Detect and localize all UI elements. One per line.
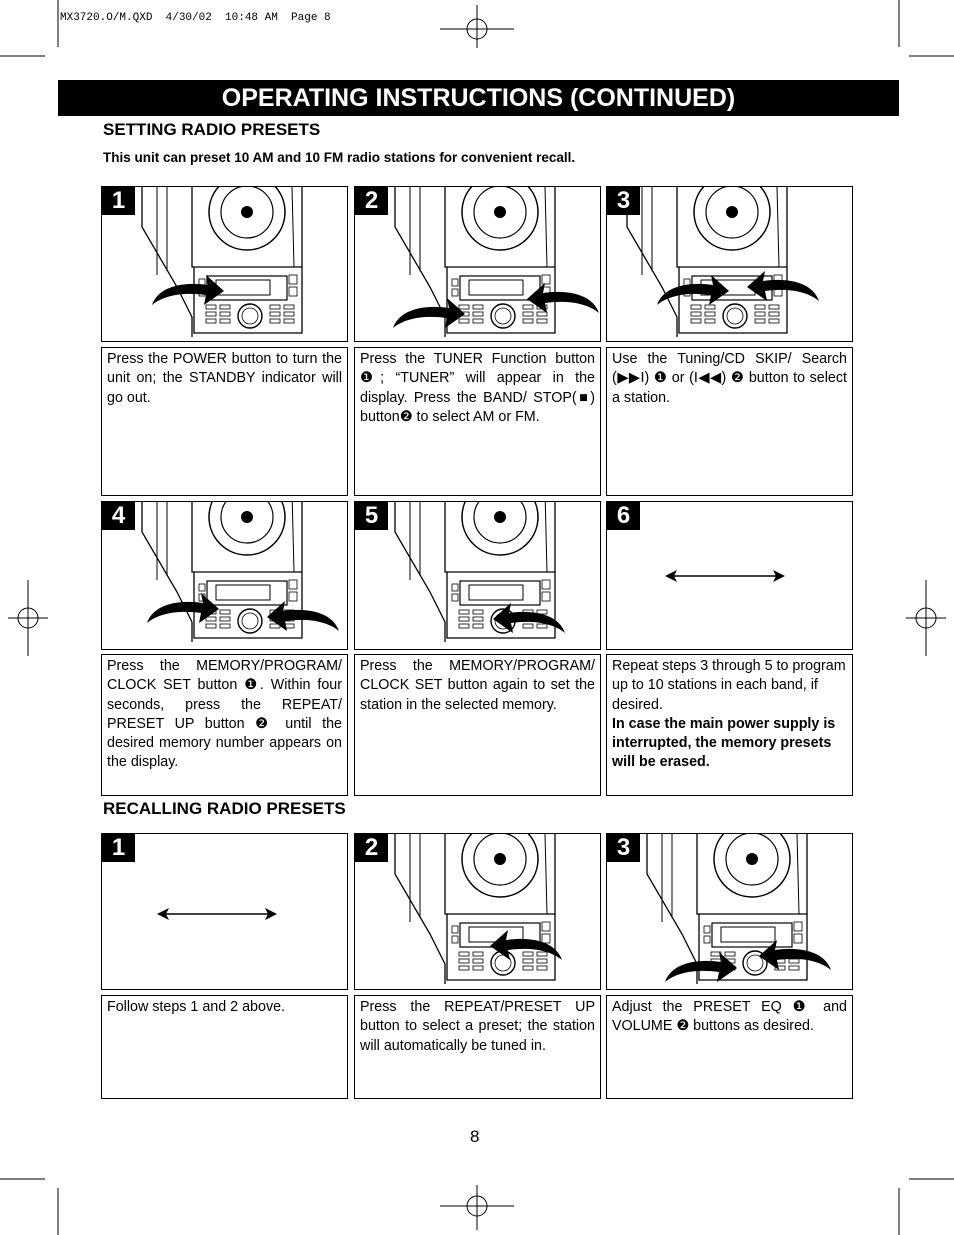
double-arrow-illustration xyxy=(607,502,853,650)
step-number: 6 xyxy=(607,502,640,530)
step-text-6-main: Repeat steps 3 through 5 to program up to 10 stations in each band, if desired. xyxy=(612,658,846,713)
recall-image-1 xyxy=(101,833,348,990)
step-number: 2 xyxy=(355,187,388,215)
recall-image-2 xyxy=(354,833,601,990)
step-image-5 xyxy=(354,501,601,650)
step-image-6 xyxy=(606,501,853,650)
step-image-2 xyxy=(354,186,601,342)
recall-image-3 xyxy=(606,833,853,990)
page-number: 8 xyxy=(470,1127,480,1146)
memory-warning: In case the main power supply is interrupted, the memory presets will be erased. xyxy=(612,715,836,771)
step-text-4: Press the MEMORY/PROGRAM/ CLOCK SET button ❶. Within four seconds, press the REPEAT/ PRESET UP button ❷ until the desired memory number appears on the display. xyxy=(101,654,348,796)
stereo-illustration xyxy=(607,187,853,342)
page-title: OPERATING INSTRUCTIONS (CONTINUED) xyxy=(58,80,899,116)
stereo-illustration xyxy=(607,834,853,990)
stereo-illustration xyxy=(355,187,601,342)
step-number: 3 xyxy=(607,834,640,862)
recall-text-3: Adjust the PRESET EQ ❶ and VOLUME ❷ buttons as desired. xyxy=(606,995,853,1099)
stereo-illustration xyxy=(102,187,348,342)
step-text-5: Press the MEMORY/PROGRAM/ CLOCK SET button again to set the station in the selected memory. xyxy=(354,654,601,796)
step-text-2: Press the TUNER Function button ❶; “TUNER” will appear in the display. Press the BAND/ STOP(■) button❷ to select AM or FM. xyxy=(354,347,601,496)
step-number: 4 xyxy=(102,502,135,530)
section-heading-recalling: RECALLING RADIO PRESETS xyxy=(103,799,346,818)
section-heading-setting: SETTING RADIO PRESETS xyxy=(103,120,321,139)
intro-text: This unit can preset 10 AM and 10 FM radio stations for convenient recall. xyxy=(103,150,576,165)
step-number: 1 xyxy=(102,834,135,862)
stereo-illustration xyxy=(102,502,348,650)
step-image-3 xyxy=(606,186,853,342)
file-slug: MX3720.O/M.QXD 4/30/02 10:48 AM Page 8 xyxy=(60,12,331,24)
step-text-1: Press the POWER button to turn the unit on; the STANDBY indicator will go out. xyxy=(101,347,348,496)
stereo-illustration xyxy=(355,502,601,650)
step-text-6 xyxy=(606,654,853,796)
step-image-1 xyxy=(101,186,348,342)
step-number: 1 xyxy=(102,187,135,215)
stereo-illustration xyxy=(355,834,601,990)
step-number: 5 xyxy=(355,502,388,530)
step-number: 3 xyxy=(607,187,640,215)
step-number: 2 xyxy=(355,834,388,862)
step-text-3: Use the Tuning/CD SKIP/ Search (▶▶I) ❶ or (I◀◀) ❷ button to select a station. xyxy=(606,347,853,496)
recall-text-2: Press the REPEAT/PRESET UP button to select a preset; the station will automatically be tuned in. xyxy=(354,995,601,1099)
step-image-4 xyxy=(101,501,348,650)
double-arrow-illustration xyxy=(102,834,348,990)
recall-text-1: Follow steps 1 and 2 above. xyxy=(101,995,348,1099)
